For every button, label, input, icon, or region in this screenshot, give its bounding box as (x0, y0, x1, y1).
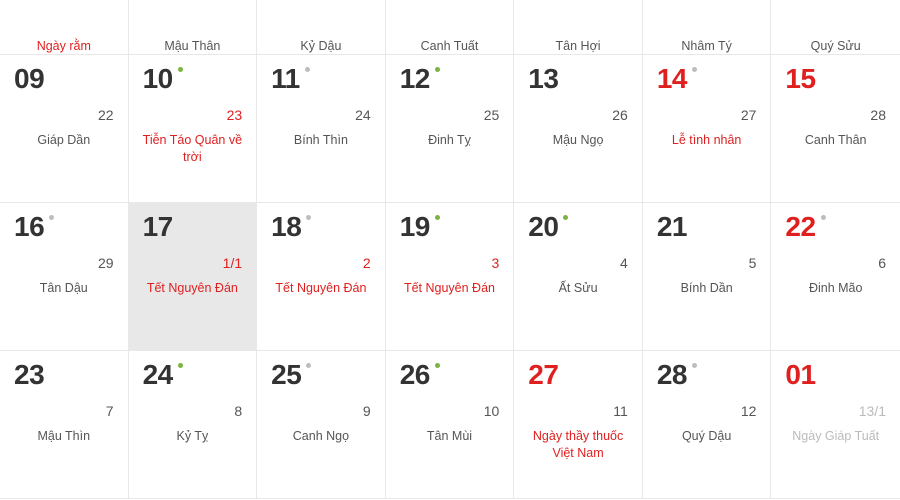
solar-date-wrap (657, 361, 697, 389)
day-number-row (143, 65, 243, 93)
day-cell-content (657, 0, 757, 55)
day-cell-content (528, 65, 628, 149)
day-cell-content (785, 0, 886, 55)
solar-date: 27 (528, 359, 559, 390)
solar-date: 09 (14, 63, 45, 94)
day-note: Ất Sửu (558, 281, 598, 295)
solar-date-wrap (400, 65, 440, 93)
solar-date-wrap (657, 213, 687, 241)
lunar-date: 23 (226, 107, 243, 123)
day-cell-content (400, 361, 500, 445)
day-number-row (271, 0, 371, 1)
bad-day-dot-icon (305, 67, 310, 72)
solar-date-wrap (657, 0, 680, 1)
solar-date (271, 0, 294, 1)
calendar-day-cell[interactable] (257, 55, 386, 203)
day-number-row (14, 213, 114, 241)
day-note: Mậu Ngọ (552, 133, 604, 147)
calendar-day-cell[interactable] (643, 351, 772, 499)
calendar-day-cell[interactable] (0, 55, 129, 203)
solar-date-wrap (143, 0, 166, 1)
calendar-day-cell[interactable] (771, 351, 900, 499)
day-number-row (785, 65, 886, 93)
day-number-row (14, 65, 114, 93)
day-cell-content (785, 361, 886, 445)
day-note: Bính Thìn (293, 133, 348, 147)
solar-date-wrap (528, 0, 551, 1)
good-day-dot-icon (178, 363, 183, 368)
lunar-date: 25 (483, 107, 500, 123)
day-number-row (400, 213, 500, 241)
calendar-day-cell[interactable] (257, 0, 386, 55)
day-note: Lễ tình nhân (671, 133, 742, 147)
lunar-date: 26 (612, 107, 628, 123)
lunar-date: 3 (491, 255, 500, 271)
day-number-row (785, 361, 886, 389)
lunar-date (271, 15, 371, 32)
lunar-date: 9 (362, 403, 371, 419)
solar-date: 15 (785, 63, 816, 94)
solar-date (657, 0, 680, 1)
day-number-row (657, 65, 757, 93)
calendar-day-cell[interactable] (643, 0, 772, 55)
solar-date: 16 (14, 211, 45, 242)
solar-date: 25 (271, 359, 302, 390)
lunar-date (14, 15, 114, 32)
solar-date-wrap (400, 0, 423, 1)
day-note: Bính Dần (680, 281, 733, 295)
calendar-day-cell[interactable] (514, 351, 643, 499)
solar-date-wrap (14, 213, 54, 241)
day-number-row (657, 361, 757, 389)
day-cell-content (528, 361, 628, 462)
day-note: Canh Ngọ (292, 429, 350, 443)
solar-date-wrap (271, 361, 311, 389)
solar-date-wrap (785, 65, 815, 93)
solar-date-wrap (785, 0, 808, 1)
lunar-date (528, 15, 628, 32)
day-cell-content (785, 65, 886, 149)
calendar-day-cell[interactable] (0, 351, 129, 499)
solar-date: 28 (656, 359, 687, 390)
solar-date: 24 (142, 359, 173, 390)
day-cell-content (657, 65, 757, 149)
day-note: Tân Dậu (39, 281, 88, 295)
lunar-date: 22 (97, 107, 114, 123)
day-number-row (271, 361, 371, 389)
solar-date (14, 0, 37, 1)
day-number-row (271, 65, 371, 93)
solar-date: 01 (785, 359, 816, 390)
day-cell-content (14, 213, 114, 297)
lunar-date: 27 (740, 107, 757, 123)
calendar-day-cell[interactable] (514, 203, 643, 351)
solar-date-wrap (14, 65, 44, 93)
calendar-day-cell[interactable] (257, 203, 386, 351)
solar-date: 23 (14, 359, 45, 390)
day-cell-content (143, 0, 243, 55)
day-cell-content (14, 65, 114, 149)
calendar-day-cell[interactable] (129, 0, 258, 55)
day-cell-content (400, 65, 500, 149)
lunar-date: 10 (483, 403, 500, 419)
good-day-dot-icon (435, 67, 440, 72)
solar-date-wrap (785, 213, 825, 241)
solar-date-wrap (657, 65, 697, 93)
solar-date-wrap (143, 65, 183, 93)
day-cell-content (657, 213, 757, 297)
day-number-row (528, 213, 628, 241)
solar-date: 17 (142, 211, 173, 242)
bad-day-dot-icon (821, 215, 826, 220)
solar-date: 19 (399, 211, 430, 242)
bad-day-dot-icon (306, 215, 311, 220)
solar-date-wrap (528, 213, 568, 241)
bad-day-dot-icon (692, 363, 697, 368)
lunar-date: 29 (97, 255, 114, 271)
calendar-day-cell[interactable] (386, 0, 515, 55)
day-number-row (785, 213, 886, 241)
day-cell-content (271, 213, 371, 297)
good-day-dot-icon (435, 363, 440, 368)
bad-day-dot-icon (306, 363, 311, 368)
day-cell-content (14, 0, 114, 55)
day-cell-content (14, 361, 114, 445)
calendar-day-cell[interactable] (643, 55, 772, 203)
day-number-row (271, 213, 371, 241)
day-note: Kỷ Dậu (300, 39, 342, 53)
calendar-day-cell[interactable] (514, 55, 643, 203)
day-note: Giáp Dần (37, 133, 91, 147)
solar-date-wrap (528, 65, 558, 93)
lunar-date (657, 15, 757, 32)
day-cell-content (657, 361, 757, 445)
day-note: Kỷ Tỵ (176, 429, 209, 443)
day-note: Đinh Tỵ (428, 133, 471, 147)
solar-date-wrap (785, 361, 815, 389)
solar-date (785, 0, 808, 1)
solar-date: 14 (656, 63, 687, 94)
day-note: Quý Dậu (681, 429, 732, 443)
bad-day-dot-icon (49, 215, 54, 220)
day-note: Ngày thầy thuốc Việt Nam (532, 429, 624, 460)
day-cell-content (528, 213, 628, 297)
good-day-dot-icon (563, 215, 568, 220)
day-note: Đinh Mão (808, 281, 863, 295)
day-number-row (785, 0, 886, 1)
day-number-row (14, 0, 114, 1)
calendar-day-cell[interactable] (0, 203, 129, 351)
day-cell-content (528, 0, 628, 55)
day-note: Mậu Thân (164, 39, 221, 53)
day-number-row (400, 361, 500, 389)
solar-date: 26 (399, 359, 430, 390)
solar-date-wrap (143, 361, 183, 389)
day-note: Ngày Giáp Tuất (792, 429, 880, 443)
calendar-day-cell[interactable] (129, 203, 258, 351)
lunar-date: 8 (234, 403, 243, 419)
lunar-date: 28 (870, 107, 886, 123)
lunar-date: 24 (355, 107, 371, 123)
day-note: Ngày rằm (36, 39, 91, 53)
day-note: Tiễn Táo Quân về trời (142, 133, 243, 164)
solar-date: 18 (271, 211, 302, 242)
day-number-row (143, 0, 243, 1)
lunar-date: 5 (748, 255, 757, 271)
day-cell-content (143, 65, 243, 166)
day-cell-content (785, 213, 886, 297)
solar-date-wrap (400, 361, 440, 389)
day-number-row (528, 361, 628, 389)
day-cell-content (271, 0, 371, 55)
day-number-row (143, 361, 243, 389)
day-number-row (528, 65, 628, 93)
solar-date-wrap (271, 213, 311, 241)
calendar-day-cell[interactable] (771, 0, 900, 55)
day-cell-content (400, 213, 500, 297)
lunar-date: 2 (362, 255, 371, 271)
solar-date-wrap (400, 213, 440, 241)
solar-date-wrap (14, 0, 37, 1)
calendar-day-cell[interactable] (0, 0, 129, 55)
solar-date: 21 (656, 211, 687, 242)
lunar-date: 13/1 (858, 403, 886, 419)
day-note: Canh Thân (804, 133, 867, 147)
day-number-row (528, 0, 628, 1)
calendar-day-cell[interactable] (386, 203, 515, 351)
day-note: Tết Nguyên Đán (403, 281, 495, 295)
day-note: Tân Mùi (426, 429, 473, 443)
calendar-day-cell[interactable] (129, 55, 258, 203)
day-cell-content (143, 361, 243, 445)
lunar-date: 1/1 (222, 255, 243, 271)
solar-date-wrap (271, 65, 310, 93)
solar-date (400, 0, 423, 1)
day-note: Tết Nguyên Đán (146, 281, 238, 295)
calendar-day-cell[interactable] (771, 203, 900, 351)
solar-date-wrap (271, 0, 294, 1)
day-cell-content (143, 213, 243, 297)
solar-date: 12 (399, 63, 430, 94)
day-number-row (143, 213, 243, 241)
lunar-date (785, 15, 886, 32)
day-note: Tết Nguyên Đán (275, 281, 367, 295)
lunar-date: 7 (105, 403, 114, 419)
lunar-date (400, 15, 500, 32)
calendar-day-cell[interactable] (643, 203, 772, 351)
day-note: Canh Tuất (420, 39, 479, 53)
solar-date (528, 0, 551, 1)
day-note: Nhâm Tý (681, 39, 732, 53)
good-day-dot-icon (178, 67, 183, 72)
lunar-date: 12 (740, 403, 757, 419)
solar-date: 22 (785, 211, 816, 242)
day-number-row (657, 213, 757, 241)
calendar-day-cell[interactable] (257, 351, 386, 499)
day-number-row (400, 65, 500, 93)
good-day-dot-icon (435, 215, 440, 220)
day-number-row (400, 0, 500, 1)
calendar-day-cell[interactable] (129, 351, 258, 499)
solar-date-wrap (14, 361, 44, 389)
lunar-date: 4 (620, 255, 628, 271)
calendar-day-cell[interactable] (771, 55, 900, 203)
day-note: Mậu Thìn (37, 429, 91, 443)
day-number-row (657, 0, 757, 1)
solar-date: 11 (271, 63, 300, 94)
lunar-date: 11 (613, 403, 628, 419)
solar-date: 20 (528, 211, 559, 242)
day-number-row (14, 361, 114, 389)
calendar-day-cell[interactable] (386, 351, 515, 499)
solar-date-wrap (528, 361, 558, 389)
calendar-day-cell[interactable] (514, 0, 643, 55)
lunar-date (143, 15, 243, 32)
day-note: Quý Sửu (810, 39, 861, 53)
calendar-day-cell[interactable] (386, 55, 515, 203)
day-note: Tân Hợi (555, 39, 601, 53)
bad-day-dot-icon (692, 67, 697, 72)
day-cell-content (271, 361, 371, 445)
solar-date-wrap (143, 213, 173, 241)
day-cell-content (271, 65, 371, 149)
solar-date: 10 (142, 63, 173, 94)
solar-date: 13 (528, 63, 559, 94)
lunar-date: 6 (878, 255, 886, 271)
day-cell-content (400, 0, 500, 55)
solar-date (143, 0, 166, 1)
